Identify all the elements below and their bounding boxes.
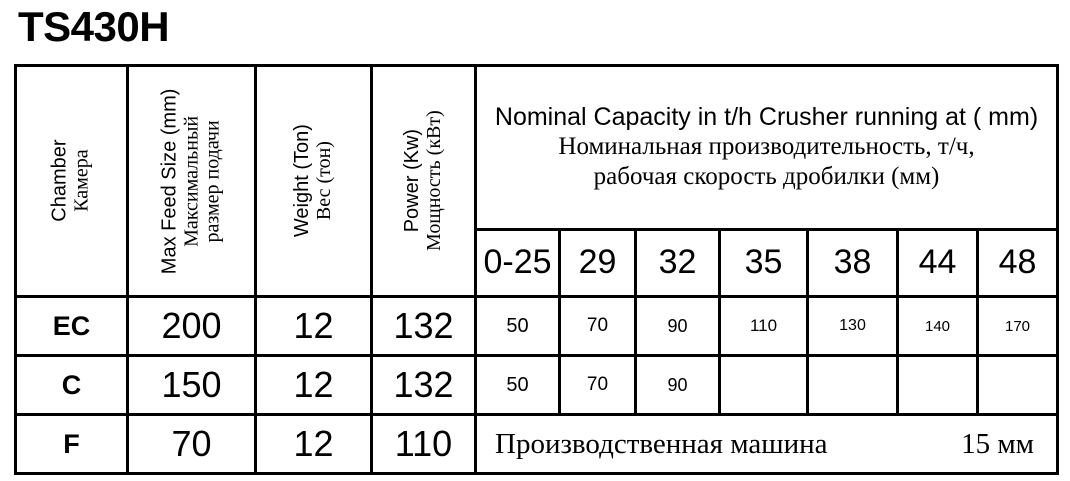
- row-c-capacity-32: 90: [636, 356, 720, 415]
- row-c-power: 132: [372, 356, 476, 415]
- row-ec-capacity-29: 70: [560, 297, 636, 356]
- row-ec-capacity-0-25: 50: [476, 297, 560, 356]
- header-chamber-en: Chamber: [48, 139, 71, 223]
- row-ec-capacity-48: 170: [978, 297, 1058, 356]
- size-column-44: 44: [898, 229, 978, 296]
- size-column-32: 32: [636, 229, 720, 296]
- size-column-48: 48: [978, 229, 1058, 296]
- row-ec-power: 132: [372, 297, 476, 356]
- capacity-title-en: Nominal Capacity in t/h Crusher running at ( mm): [494, 102, 1039, 131]
- header-max-feed-ru1: Максимальный: [179, 115, 202, 247]
- row-f-chamber: F: [16, 415, 128, 474]
- capacity-title-ru-line2: рабочая скорость дробилки (мм): [593, 163, 940, 191]
- header-max-feed-ru2: размер подачи: [201, 119, 224, 243]
- header-max-feed-size: [128, 66, 256, 297]
- row-c-capacity-35: [720, 356, 808, 415]
- row-f-note-text: Производственная машина: [495, 427, 828, 460]
- header-max-feed-en: Max Feed Size (mm): [158, 88, 181, 274]
- size-column-38: 38: [808, 229, 898, 296]
- table-row: [16, 356, 1058, 415]
- size-column-35: 35: [720, 229, 808, 296]
- header-power-ru: Мощность (кВт): [422, 110, 445, 252]
- page-title: TS430H: [18, 3, 170, 50]
- row-ec-weight: 12: [256, 297, 372, 356]
- row-c-capacity-29: 70: [560, 356, 636, 415]
- row-c-capacity-0-25: 50: [476, 356, 560, 415]
- row-c-capacity-48: [978, 356, 1058, 415]
- header-row-top: [16, 66, 1058, 230]
- row-ec-capacity-44: 140: [898, 297, 978, 356]
- row-ec-capacity-35: 110: [720, 297, 808, 356]
- header-weight-ru: Вес (тон): [312, 141, 335, 221]
- row-ec-capacity-32: 90: [636, 297, 720, 356]
- table-row: [16, 415, 1058, 474]
- capacity-title-ru-line1: Номинальная производительность, т/ч,: [558, 133, 975, 161]
- header-chamber-ru: Камера: [70, 149, 93, 213]
- row-f-max-feed: 70: [128, 415, 256, 474]
- header-weight: [256, 66, 372, 297]
- row-f-power: 110: [372, 415, 476, 474]
- row-c-weight: 12: [256, 356, 372, 415]
- specifications-table: [14, 64, 1059, 475]
- header-power-en: Power (Kw): [400, 129, 423, 233]
- size-column-0-25: 0-25: [476, 229, 560, 296]
- table-row: [16, 297, 1058, 356]
- row-f-weight: 12: [256, 415, 372, 474]
- row-ec-chamber: EC: [16, 297, 128, 356]
- header-chamber: [16, 66, 128, 297]
- row-f-note-value: 15 мм: [961, 427, 1035, 460]
- size-column-29: 29: [560, 229, 636, 296]
- row-c-capacity-38: [808, 356, 898, 415]
- row-f-note: [476, 415, 1058, 474]
- row-c-capacity-44: [898, 356, 978, 415]
- header-power: [372, 66, 476, 297]
- row-ec-max-feed: 200: [128, 297, 256, 356]
- row-ec-capacity-38: 130: [808, 297, 898, 356]
- row-c-max-feed: 150: [128, 356, 256, 415]
- header-weight-en: Weight (Ton): [290, 124, 313, 238]
- row-c-chamber: C: [16, 356, 128, 415]
- header-nominal-capacity: [476, 66, 1058, 230]
